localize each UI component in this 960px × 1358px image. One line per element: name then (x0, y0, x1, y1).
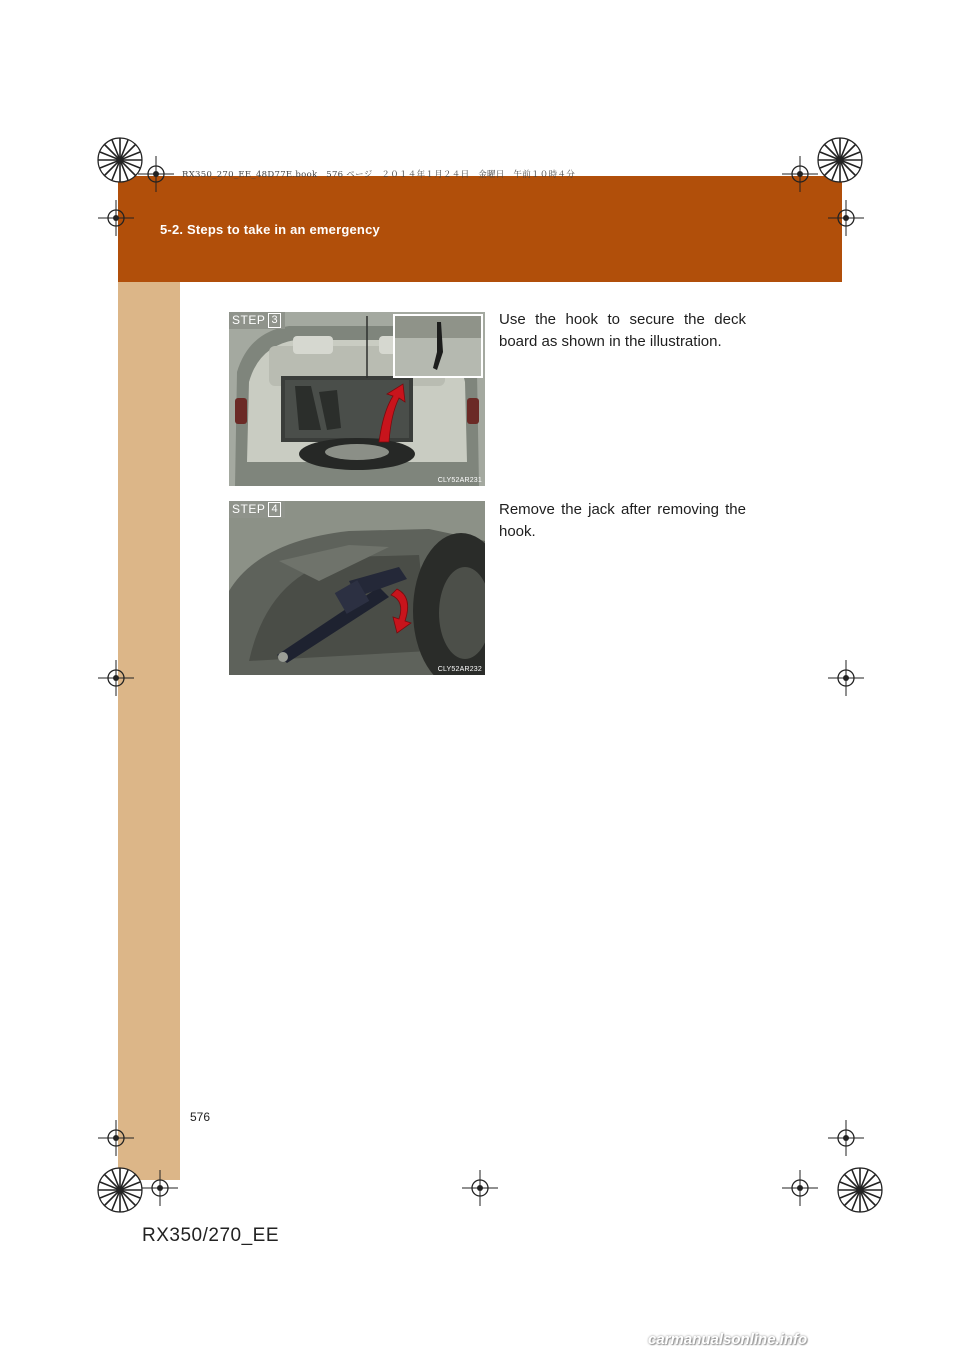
section-title: 5-2. Steps to take in an emergency (160, 222, 380, 237)
crosshair-mark-icon (96, 658, 136, 698)
watermark: carmanualsonline.info (648, 1331, 808, 1348)
step-3-badge (229, 312, 285, 329)
crosshair-mark-icon (96, 1118, 136, 1158)
model-code: RX350/270_EE (142, 1225, 279, 1246)
crosshair-mark-icon (140, 1168, 180, 1208)
figure-step-4-jack (229, 501, 485, 675)
crosshair-mark-icon (780, 154, 820, 194)
crosshair-mark-icon (460, 1168, 500, 1208)
crosshair-mark-icon (826, 198, 866, 238)
print-slug: RX350_270_EE_48D77E.book 576 ページ ２０１４年１月２４日 金曜日 午前１０時４分 (182, 170, 575, 180)
step-4-badge (229, 501, 285, 518)
step-4-instruction: Remove the jack after removing the hook. (499, 501, 746, 540)
step-label: STEP (232, 313, 266, 327)
registration-mark-icon (820, 1150, 900, 1230)
crosshair-mark-icon (96, 198, 136, 238)
figure-step-3-cargo-area (229, 312, 485, 486)
step-number: 3 (268, 313, 281, 328)
crosshair-mark-icon (136, 154, 176, 194)
figure-code: CLY52AR231 (437, 477, 482, 484)
crosshair-mark-icon (826, 1118, 866, 1158)
cargo-area-illustration (229, 312, 485, 486)
step-label: STEP (232, 502, 266, 516)
step-3-instruction: Use the hook to secure the deck board as shown in the illustration. (499, 311, 746, 350)
crosshair-mark-icon (780, 1168, 820, 1208)
figure-code: CLY52AR232 (437, 666, 482, 673)
crosshair-mark-icon (826, 658, 866, 698)
jack-removal-illustration (229, 501, 485, 675)
page-number: 576 (190, 1110, 211, 1124)
step-number: 4 (268, 502, 281, 517)
